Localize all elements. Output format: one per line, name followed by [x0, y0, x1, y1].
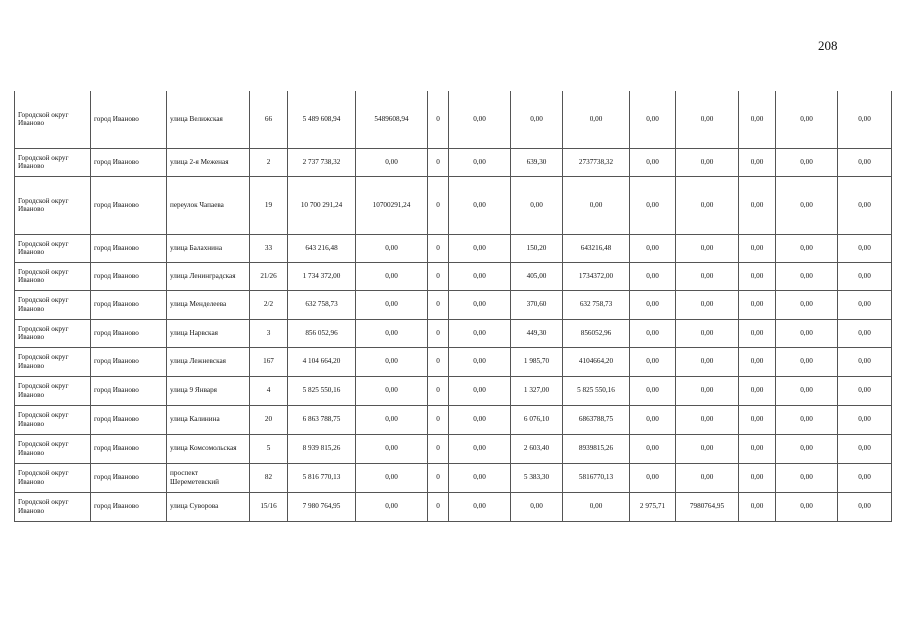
cell-value-col-11: 0,00 — [630, 463, 676, 492]
cell-settlement: город Иваново — [91, 376, 167, 405]
cell-value-col-10: 0,00 — [563, 91, 630, 148]
cell-value-col-10: 643216,48 — [563, 234, 630, 262]
table-row — [15, 405, 892, 434]
cell-house-number: 15/16 — [250, 492, 288, 521]
cell-value-col-12: 0,00 — [676, 376, 739, 405]
cell-value-col-14: 0,00 — [776, 91, 838, 148]
cell-total-cost: 7 980 764,95 — [288, 492, 356, 521]
table-row — [15, 290, 892, 319]
cell-street: улица Нарвская — [167, 319, 250, 347]
cell-total-cost: 2 737 738,32 — [288, 148, 356, 176]
cell-municipality: Городской округ Иваново — [15, 405, 91, 434]
cell-cost-col-6: 0,00 — [356, 405, 428, 434]
cell-municipality: Городской округ Иваново — [15, 262, 91, 290]
cell-value-col-11: 0,00 — [630, 176, 676, 234]
cell-municipality: Городской округ Иваново — [15, 376, 91, 405]
cell-value-col-9: 370,60 — [511, 290, 563, 319]
cell-municipality: Городской округ Иваново — [15, 91, 91, 148]
cell-value-col-14: 0,00 — [776, 376, 838, 405]
cell-house-number: 20 — [250, 405, 288, 434]
cell-cost-col-6: 0,00 — [356, 234, 428, 262]
cell-count-col-7: 0 — [428, 234, 449, 262]
cell-value-col-12: 0,00 — [676, 290, 739, 319]
cell-count-col-7: 0 — [428, 376, 449, 405]
cell-value-col-8: 0,00 — [449, 234, 511, 262]
cell-value-col-8: 0,00 — [449, 376, 511, 405]
cell-value-col-12: 0,00 — [676, 234, 739, 262]
table-row — [15, 262, 892, 290]
cell-value-col-11: 2 975,71 — [630, 492, 676, 521]
page-number: 208 — [818, 38, 838, 53]
cell-total-cost: 856 052,96 — [288, 319, 356, 347]
cell-total-cost: 5 825 550,16 — [288, 376, 356, 405]
cell-street: улица Калинина — [167, 405, 250, 434]
data-table — [14, 91, 892, 522]
cell-value-col-9: 150,20 — [511, 234, 563, 262]
cell-count-col-7: 0 — [428, 148, 449, 176]
cell-value-col-12: 0,00 — [676, 434, 739, 463]
cell-value-col-10: 632 758,73 — [563, 290, 630, 319]
cell-value-col-14: 0,00 — [776, 262, 838, 290]
cell-value-col-15: 0,00 — [838, 290, 892, 319]
cell-value-col-13: 0,00 — [739, 405, 776, 434]
cell-street: улица Комсомольская — [167, 434, 250, 463]
cell-value-col-10: 6863788,75 — [563, 405, 630, 434]
cell-total-cost: 5 816 770,13 — [288, 463, 356, 492]
cell-municipality: Городской округ Иваново — [15, 234, 91, 262]
cell-value-col-11: 0,00 — [630, 234, 676, 262]
cell-value-col-14: 0,00 — [776, 234, 838, 262]
cell-value-col-8: 0,00 — [449, 347, 511, 376]
cell-value-col-8: 0,00 — [449, 319, 511, 347]
cell-value-col-13: 0,00 — [739, 376, 776, 405]
cell-house-number: 66 — [250, 91, 288, 148]
cell-value-col-12: 0,00 — [676, 262, 739, 290]
cell-value-col-15: 0,00 — [838, 434, 892, 463]
cell-settlement: город Иваново — [91, 405, 167, 434]
cell-value-col-9: 1 327,00 — [511, 376, 563, 405]
cell-municipality: Городской округ Иваново — [15, 463, 91, 492]
cell-cost-col-6: 0,00 — [356, 319, 428, 347]
cell-house-number: 33 — [250, 234, 288, 262]
table-row — [15, 148, 892, 176]
cell-value-col-15: 0,00 — [838, 176, 892, 234]
cell-settlement: город Иваново — [91, 176, 167, 234]
cell-value-col-12: 0,00 — [676, 176, 739, 234]
cell-house-number: 167 — [250, 347, 288, 376]
cell-value-col-9: 5 383,30 — [511, 463, 563, 492]
cell-count-col-7: 0 — [428, 347, 449, 376]
cell-cost-col-6: 10700291,24 — [356, 176, 428, 234]
cell-settlement: город Иваново — [91, 234, 167, 262]
cell-street: улица Ленинградская — [167, 262, 250, 290]
cell-cost-col-6: 0,00 — [356, 463, 428, 492]
cell-value-col-13: 0,00 — [739, 347, 776, 376]
cell-total-cost: 10 700 291,24 — [288, 176, 356, 234]
cell-count-col-7: 0 — [428, 405, 449, 434]
cell-count-col-7: 0 — [428, 290, 449, 319]
cell-value-col-10: 8939815,26 — [563, 434, 630, 463]
cell-value-col-12: 0,00 — [676, 347, 739, 376]
table-row — [15, 176, 892, 234]
cell-value-col-14: 0,00 — [776, 405, 838, 434]
cell-value-col-8: 0,00 — [449, 91, 511, 148]
cell-house-number: 2/2 — [250, 290, 288, 319]
cell-value-col-9: 6 076,10 — [511, 405, 563, 434]
cell-cost-col-6: 0,00 — [356, 347, 428, 376]
cell-value-col-9: 1 985,70 — [511, 347, 563, 376]
cell-value-col-11: 0,00 — [630, 262, 676, 290]
cell-value-col-13: 0,00 — [739, 492, 776, 521]
cell-house-number: 2 — [250, 148, 288, 176]
cell-value-col-12: 0,00 — [676, 91, 739, 148]
cell-settlement: город Иваново — [91, 463, 167, 492]
cell-cost-col-6: 5489608,94 — [356, 91, 428, 148]
cell-value-col-10: 5 825 550,16 — [563, 376, 630, 405]
cell-count-col-7: 0 — [428, 463, 449, 492]
cell-value-col-15: 0,00 — [838, 262, 892, 290]
table-row — [15, 376, 892, 405]
cell-count-col-7: 0 — [428, 176, 449, 234]
cell-value-col-15: 0,00 — [838, 463, 892, 492]
cell-value-col-11: 0,00 — [630, 148, 676, 176]
table-row — [15, 91, 892, 148]
cell-municipality: Городской округ Иваново — [15, 290, 91, 319]
cell-settlement: город Иваново — [91, 347, 167, 376]
cell-value-col-12: 0,00 — [676, 148, 739, 176]
cell-value-col-8: 0,00 — [449, 290, 511, 319]
cell-value-col-10: 5816770,13 — [563, 463, 630, 492]
cell-settlement: город Иваново — [91, 262, 167, 290]
cell-count-col-7: 0 — [428, 262, 449, 290]
cell-value-col-15: 0,00 — [838, 492, 892, 521]
cell-value-col-14: 0,00 — [776, 492, 838, 521]
cell-value-col-8: 0,00 — [449, 148, 511, 176]
cell-settlement: город Иваново — [91, 319, 167, 347]
cell-value-col-10: 2737738,32 — [563, 148, 630, 176]
cell-municipality: Городской округ Иваново — [15, 319, 91, 347]
cell-value-col-15: 0,00 — [838, 319, 892, 347]
cell-municipality: Городской округ Иваново — [15, 347, 91, 376]
cell-cost-col-6: 0,00 — [356, 148, 428, 176]
cell-street: улица Балахнина — [167, 234, 250, 262]
cell-value-col-15: 0,00 — [838, 148, 892, 176]
cell-street: улица Лежневская — [167, 347, 250, 376]
cell-street: улица 9 Января — [167, 376, 250, 405]
cell-value-col-9: 0,00 — [511, 176, 563, 234]
cell-municipality: Городской округ Иваново — [15, 148, 91, 176]
cell-cost-col-6: 0,00 — [356, 376, 428, 405]
cell-value-col-13: 0,00 — [739, 434, 776, 463]
cell-value-col-10: 0,00 — [563, 492, 630, 521]
cell-value-col-10: 0,00 — [563, 176, 630, 234]
table-row — [15, 319, 892, 347]
cell-value-col-13: 0,00 — [739, 176, 776, 234]
cell-house-number: 3 — [250, 319, 288, 347]
cell-value-col-15: 0,00 — [838, 91, 892, 148]
cell-municipality: Городской округ Иваново — [15, 492, 91, 521]
cell-total-cost: 4 104 664,20 — [288, 347, 356, 376]
cell-value-col-11: 0,00 — [630, 376, 676, 405]
cell-street: улица Велижская — [167, 91, 250, 148]
cell-value-col-13: 0,00 — [739, 290, 776, 319]
cell-settlement: город Иваново — [91, 290, 167, 319]
cell-municipality: Городской округ Иваново — [15, 434, 91, 463]
cell-value-col-11: 0,00 — [630, 434, 676, 463]
cell-value-col-14: 0,00 — [776, 347, 838, 376]
cell-value-col-10: 856052,96 — [563, 319, 630, 347]
cell-value-col-9: 0,00 — [511, 91, 563, 148]
cell-total-cost: 8 939 815,26 — [288, 434, 356, 463]
cell-value-col-13: 0,00 — [739, 234, 776, 262]
cell-value-col-15: 0,00 — [838, 234, 892, 262]
cell-value-col-8: 0,00 — [449, 405, 511, 434]
cell-value-col-14: 0,00 — [776, 434, 838, 463]
table-row — [15, 434, 892, 463]
cell-value-col-13: 0,00 — [739, 91, 776, 148]
cell-value-col-12: 0,00 — [676, 463, 739, 492]
cell-value-col-11: 0,00 — [630, 91, 676, 148]
cell-value-col-13: 0,00 — [739, 463, 776, 492]
cell-value-col-10: 1734372,00 — [563, 262, 630, 290]
cell-value-col-12: 7980764,95 — [676, 492, 739, 521]
table-row — [15, 492, 892, 521]
cell-value-col-15: 0,00 — [838, 405, 892, 434]
cell-value-col-13: 0,00 — [739, 319, 776, 347]
cell-settlement: город Иваново — [91, 91, 167, 148]
cell-cost-col-6: 0,00 — [356, 290, 428, 319]
cell-street: проспект Шереметевский — [167, 463, 250, 492]
cell-count-col-7: 0 — [428, 319, 449, 347]
cell-house-number: 5 — [250, 434, 288, 463]
table-row — [15, 463, 892, 492]
cell-value-col-13: 0,00 — [739, 148, 776, 176]
cell-house-number: 21/26 — [250, 262, 288, 290]
cell-value-col-8: 0,00 — [449, 492, 511, 521]
cell-house-number: 19 — [250, 176, 288, 234]
cell-house-number: 82 — [250, 463, 288, 492]
cell-street: улица 2-я Меженая — [167, 148, 250, 176]
cell-value-col-14: 0,00 — [776, 319, 838, 347]
cell-total-cost: 1 734 372,00 — [288, 262, 356, 290]
cell-count-col-7: 0 — [428, 91, 449, 148]
cell-value-col-9: 0,00 — [511, 492, 563, 521]
cell-street: переулок Чапаева — [167, 176, 250, 234]
cell-value-col-11: 0,00 — [630, 290, 676, 319]
cell-value-col-8: 0,00 — [449, 463, 511, 492]
cell-value-col-11: 0,00 — [630, 319, 676, 347]
cell-value-col-14: 0,00 — [776, 176, 838, 234]
cell-value-col-12: 0,00 — [676, 319, 739, 347]
cell-settlement: город Иваново — [91, 148, 167, 176]
cell-value-col-9: 639,30 — [511, 148, 563, 176]
cell-value-col-13: 0,00 — [739, 262, 776, 290]
cell-settlement: город Иваново — [91, 492, 167, 521]
cell-value-col-10: 4104664,20 — [563, 347, 630, 376]
cell-value-col-9: 405,00 — [511, 262, 563, 290]
cell-count-col-7: 0 — [428, 434, 449, 463]
cell-total-cost: 643 216,48 — [288, 234, 356, 262]
cell-value-col-11: 0,00 — [630, 347, 676, 376]
cell-value-col-9: 2 603,40 — [511, 434, 563, 463]
cell-street: улица Суворова — [167, 492, 250, 521]
table-row — [15, 347, 892, 376]
cell-value-col-8: 0,00 — [449, 176, 511, 234]
table-row — [15, 234, 892, 262]
cell-total-cost: 6 863 788,75 — [288, 405, 356, 434]
cell-value-col-12: 0,00 — [676, 405, 739, 434]
cell-value-col-9: 449,30 — [511, 319, 563, 347]
cell-total-cost: 5 489 608,94 — [288, 91, 356, 148]
cell-value-col-8: 0,00 — [449, 434, 511, 463]
cell-value-col-15: 0,00 — [838, 376, 892, 405]
cell-value-col-14: 0,00 — [776, 463, 838, 492]
cell-count-col-7: 0 — [428, 492, 449, 521]
cell-value-col-15: 0,00 — [838, 347, 892, 376]
cell-value-col-11: 0,00 — [630, 405, 676, 434]
cell-cost-col-6: 0,00 — [356, 262, 428, 290]
cell-total-cost: 632 758,73 — [288, 290, 356, 319]
cell-settlement: город Иваново — [91, 434, 167, 463]
cell-value-col-14: 0,00 — [776, 290, 838, 319]
cell-cost-col-6: 0,00 — [356, 492, 428, 521]
cell-value-col-8: 0,00 — [449, 262, 511, 290]
cell-house-number: 4 — [250, 376, 288, 405]
cell-municipality: Городской округ Иваново — [15, 176, 91, 234]
cell-street: улица Менделеева — [167, 290, 250, 319]
cell-value-col-14: 0,00 — [776, 148, 838, 176]
cell-cost-col-6: 0,00 — [356, 434, 428, 463]
